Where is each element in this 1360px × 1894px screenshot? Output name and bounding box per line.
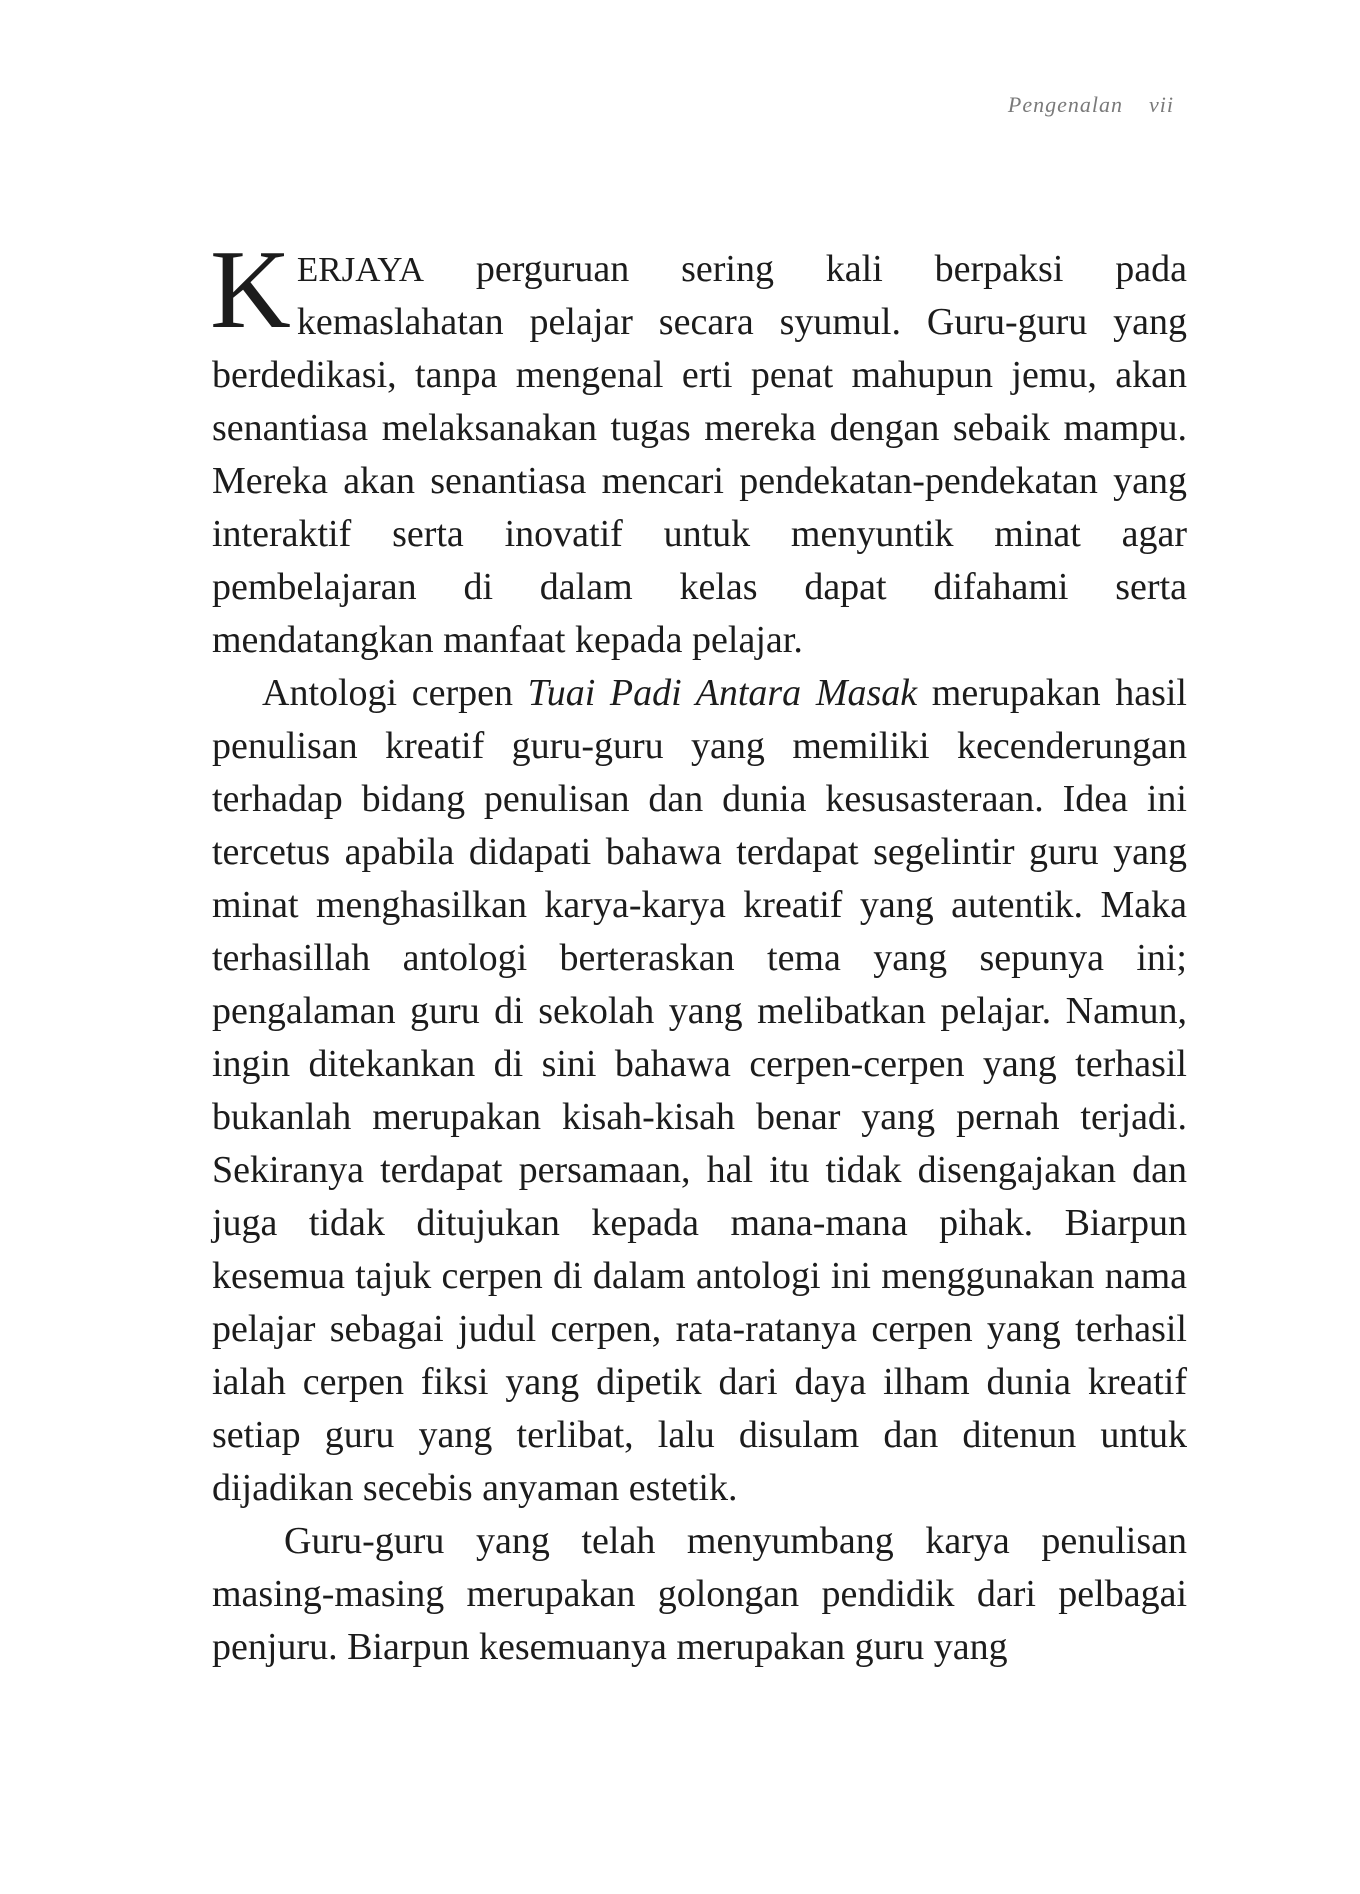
running-head-section: Pengenalan [1007, 92, 1123, 117]
paragraph-2-text: merupakan hasil penulisan kreatif guru-guru yang memiliki kecenderungan terhadap bidang penulisan dan dunia kesusasteraan. Idea ini tercetus apabila didapati bahawa terdapat segelintir guru yang minat menghasilkan karya-karya kreatif yang autentik. Maka terhasillah antologi berteraskan tema yang sepunya ini; pengalaman guru di sekolah yang melibatkan pelajar. Namun, ingin ditekankan di sini bahawa cerpen-cerpen yang terhasil bukanlah merupakan kisah-kisah benar yang pernah terjadi. Sekiranya terdapat persamaan, hal itu tidak disengajakan dan juga tidak ditujukan kepada mana-mana pihak. Biarpun kesemua tajuk cerpen di dalam antologi ini menggunakan nama pelajar sebagai judul cerpen, rata-ratanya cerpen yang terhasil ialah cerpen fiksi yang dipetik dari daya ilham dunia kreatif setiap guru yang terlibat, lalu disulam dan ditenun untuk dijadikan secebis anyaman estetik. [212, 672, 1187, 1509]
paragraph-3 [212, 1515, 1187, 1674]
body-text [210, 228, 1187, 1674]
paragraph-1 [210, 228, 1187, 667]
lead-word: ERJAYA [296, 250, 424, 289]
running-head [1008, 92, 1174, 118]
book-title: Tuai Padi Antara Masak [527, 672, 918, 714]
paragraph-2-lead: Antologi cerpen [262, 672, 528, 714]
drop-cap: K [210, 228, 291, 352]
page-number: vii [1149, 92, 1174, 117]
paragraph-3-text: Guru-guru yang telah menyumbang karya penulisan masing-masing merupakan golongan pendidik dari pelbagai penjuru. Biarpun kesemuanya merupakan guru yang [212, 1520, 1187, 1668]
paragraph-2 [212, 667, 1187, 1515]
paragraph-1-text: perguruan sering kali berpaksi pada kemaslahatan pelajar secara syumul. Guru-guru yang berdedikasi, tanpa mengenal erti penat mahupun jemu, akan senantiasa melaksanakan tugas mereka dengan sebaik mampu. Mereka akan senantiasa mencari pendekatan-pendekatan yang interaktif serta inovatif untuk menyuntik minat agar pembelajaran di dalam kelas dapat difahami serta mendatangkan manfaat kepada pelajar. [212, 248, 1187, 661]
